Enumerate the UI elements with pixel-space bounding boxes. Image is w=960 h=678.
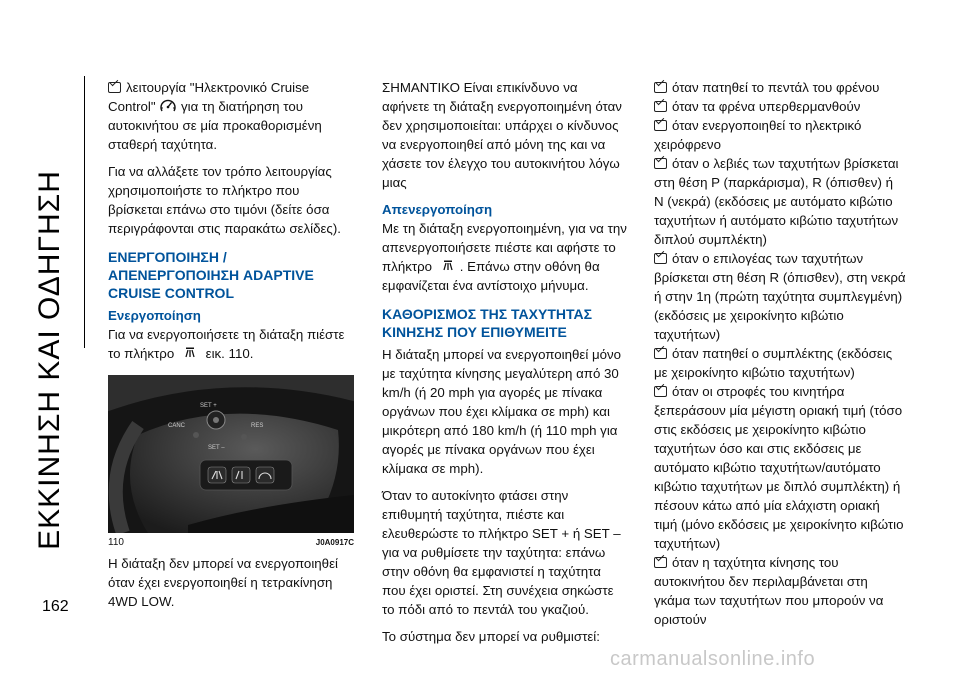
button-set-plus-label: SET + — [200, 403, 217, 409]
button-canc-label: CANC — [168, 423, 186, 429]
page-number: 162 — [42, 598, 69, 615]
section-heading-acc: ΕΝΕΡΓΟΠΟΙΗΣΗ / ΑΠΕΝΕΡΓΟΠΟΙΗΣΗ ADAPTIVE CRUISE CONTROL — [108, 249, 314, 301]
speed-range-paragraph: Η διάταξη μπορεί να ενεργοποιηθεί μόνο με ταχύτητα κίνησης μεγαλύτερη από 30 km/h (ή 20 mph για αγορές με πίνακα οργάνων που έχει κλίμακα σε mph) και μικρότερη από 180 km/h (ή 110 mph για αγορές με πίνακα οργάνων που έχει κλίμακα σε mph). — [382, 347, 622, 476]
subheading-activation: Ενεργοποίηση — [108, 308, 201, 323]
checkmark-box-icon — [654, 386, 667, 397]
list-item: όταν πατηθεί ο συμπλέκτης (εκδόσεις με χειροκίνητο κιβώτιο ταχυτήτων) — [654, 346, 893, 380]
list-item: όταν ο επιλογέας των ταχυτήτων βρίσκεται στη θέση R (όπισθεν), στη νεκρά ή στην 1η (πρώτη ταχύτητα συμπλεγμένη) (εκδόσεις με χειροκίνητο κιβώτιο ταχυτήτων) — [654, 251, 906, 342]
chapter-divider — [84, 76, 85, 348]
figure-steering-wheel — [108, 375, 354, 533]
checkmark-box-icon — [108, 82, 121, 93]
column-3 — [654, 78, 906, 629]
list-item: όταν ενεργοποιηθεί το ηλεκτρικό χειρόφρενο — [654, 118, 862, 152]
checkmark-box-icon — [654, 348, 667, 359]
important-paragraph: ΣΗΜΑΝΤΙΚΟ Είναι επικίνδυνο να αφήνετε τη διάταξη ενεργοποιημένη όταν δεν χρησιμοποιείται: υπάρχει ο κίνδυνος να ενεργοποιηθεί από μόνη της και να χάσετε τον έλεγχο του αυτοκινήτου λόγω μιας — [382, 80, 622, 190]
subheading-deactivation: Απενεργοποίηση — [382, 202, 493, 217]
adaptive-cruise-button-icon — [440, 260, 456, 272]
list-item: όταν οι στροφές του κινητήρα ξεπεράσουν μία μέγιστη οριακή τιμή (τόσο στις εκδόσεις με χειροκίνητο κιβώτιο ταχυτήτων όσο και στις εκδόσεις με αυτόματο κιβώτιο ταχυτήτων/αυτόματο κιβώτιο ταχυτήτων με διπλό συμπλέκτη) ή πέσουν κάτω από μία ελάχιστη οριακή τιμή (μόνο εκδόσεις με χειροκίνητο κιβώτιο ταχυτήτων) — [654, 384, 904, 551]
checkmark-box-icon — [654, 82, 667, 93]
cannot-set-paragraph: Το σύστημα δεν μπορεί να ρυθμιστεί: — [382, 629, 600, 644]
list-item: όταν τα φρένα υπερθερμανθούν — [654, 97, 906, 116]
list-item: όταν πατηθεί το πεντάλ του φρένου — [654, 78, 906, 97]
chapter-title: ΕΚΚΙΝΗΣΗ ΚΑΙ ΟΔΗΓΗΣΗ — [33, 170, 66, 550]
figure-number: 110 — [108, 537, 124, 548]
steering-wheel-illustration — [108, 375, 354, 533]
column-2 — [382, 78, 628, 654]
figure-caption-row — [108, 536, 354, 550]
deactivation-paragraph: Με τη διάταξη ενεργοποιημένη, για να την απενεργοποιήσετε πιέστε και αφήστε το πλήκτρο . Επάνω στην οθόνη θα εμφανίζεται ένα αντίστοιχο μήνυμα. — [382, 221, 627, 293]
figure-code: J0A0917C — [315, 538, 354, 547]
cruise-control-icon — [159, 98, 177, 114]
section-heading-speed: ΚΑΘΟΡΙΣΜΟΣ ΤΗΣ ΤΑΧΥΤΗΤΑΣ ΚΙΝΗΣΗΣ ΠΟΥ ΕΠΙΘΥΜΕΙΤΕ — [382, 306, 593, 340]
adaptive-cruise-button-icon — [182, 347, 198, 359]
checkmark-box-icon — [654, 158, 667, 169]
checkmark-box-icon — [654, 253, 667, 264]
activation-paragraph: Για να ενεργοποιήσετε τη διάταξη πιέστε το πλήκτρο εικ. 110. — [108, 327, 345, 361]
checkmark-box-icon — [654, 557, 667, 568]
button-set-minus-label: SET – — [208, 445, 225, 451]
list-item: όταν ο λεβιές των ταχυτήτων βρίσκεται στη θέση P (παρκάρισμα), R (όπισθεν) ή N (νεκρά) (εκδόσεις με αυτόματο κιβώτιο ταχυτήτων ή αυτόματο κιβώτιο ταχυτήτων διπλού συμπλέκτη) — [654, 156, 899, 247]
mode-paragraph: Για να αλλάξετε τον τρόπο λειτουργίας χρησιμοποιήστε το πλήκτρο που βρίσκεται επάνω στο τιμόνι (δείτε όσα περιγράφονται στις παρακάτω σελίδες). — [108, 164, 341, 236]
checkmark-box-icon — [654, 101, 667, 112]
checkmark-box-icon — [654, 120, 667, 131]
set-speed-paragraph: Όταν το αυτοκίνητο φτάσει στην επιθυμητή ταχύτητα, πιέστε και ελευθερώστε το πλήκτρο SET + ή SET – για να ρυθμίσετε την ταχύτητα: επάνω στην οθόνη θα εμφανιστεί η ταχύτητα που έχει οριστεί. Στη συνέχεια σηκώστε το πόδι από το πεντάλ του γκαζιού. — [382, 488, 621, 617]
button-res-label: RES — [251, 423, 264, 429]
list-item: όταν η ταχύτητα κίνησης του αυτοκινήτου δεν περιλαμβάνεται στη γκάμα των ταχυτήτων που μπορούν να οριστούν — [654, 555, 884, 627]
watermark: carmanualsonline.info — [610, 648, 816, 670]
column-1 — [108, 78, 354, 619]
intro-paragraph: λειτουργία "Ηλεκτρονικό Cruise Control" για τη διατήρηση του αυτοκινήτου σε μία προκαθορισμένη σταθερή ταχύτητα. — [108, 80, 322, 152]
4wd-note: Η διάταξη δεν μπορεί να ενεργοποιηθεί όταν έχει ενεργοποιηθεί η τετρακίνηση 4WD LOW. — [108, 556, 338, 609]
